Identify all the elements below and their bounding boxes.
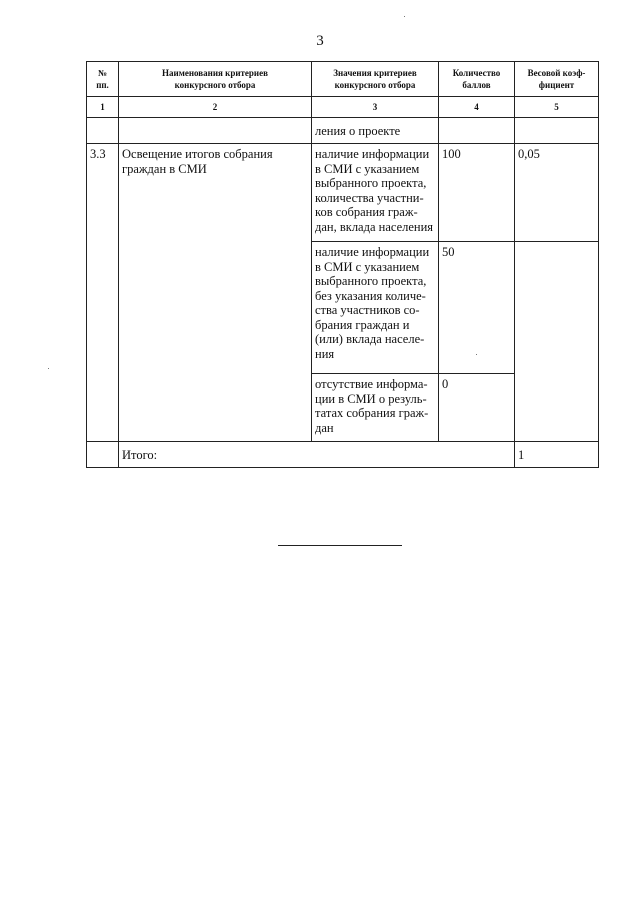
total-label-cell [119, 442, 515, 468]
empty-cell [119, 118, 312, 144]
header-number-label: № пп. [96, 68, 109, 90]
item-name-cell [119, 144, 312, 442]
scan-speck [476, 354, 477, 355]
points-value: 0 [442, 377, 449, 391]
total-row [87, 442, 599, 468]
header-points-label: Количество баллов [452, 68, 501, 90]
item-number-cell [87, 144, 119, 442]
criteria-value-text: отсутствие информа-ции в СМИ о резуль-татах собрания граж-дан [315, 377, 429, 435]
header-weight [515, 62, 599, 97]
column-number-row [87, 97, 599, 118]
header-criteria-name [119, 62, 312, 97]
points-cell [439, 374, 515, 442]
criteria-value-cell [312, 374, 439, 442]
page-number: 3 [316, 33, 324, 49]
column-number: 4 [439, 97, 515, 118]
column-number: 3 [312, 97, 439, 118]
header-number [87, 62, 119, 97]
empty-cell [87, 442, 119, 468]
column-number: 5 [515, 97, 599, 118]
criteria-table [86, 61, 599, 468]
scan-speck [48, 368, 49, 369]
scan-speck [404, 16, 405, 17]
table-header-row [87, 62, 599, 97]
criteria-value-cell [312, 242, 439, 374]
closing-divider-line [278, 545, 402, 546]
points-value: 100 [442, 147, 461, 161]
header-weight-label: Весовой коэф- фициент [527, 68, 586, 90]
empty-cell [87, 118, 119, 144]
total-label: Итого: [122, 448, 158, 462]
item-name: Освещение итогов собрания граждан в СМИ [122, 147, 273, 176]
table-row [87, 144, 599, 242]
continuation-text: ления о проекте [315, 124, 401, 138]
total-value: 1 [518, 448, 525, 462]
header-criteria-values [312, 62, 439, 97]
points-value: 50 [442, 245, 455, 259]
header-criteria-name-label: Наименования критериев конкурсного отбора [162, 68, 268, 90]
criteria-value-text: наличие информации в СМИ с указанием выбранного проекта, количества участни-ков собрания граж-дан, вклада населения [315, 147, 434, 234]
criteria-value-text: наличие информации в СМИ с указанием выбранного проекта, без указания количе-ства участников со-брания граждан и (или) вклада населе-ния [315, 245, 430, 361]
empty-cell [439, 118, 515, 144]
item-number: 3.3 [90, 147, 106, 161]
column-number: 1 [87, 97, 119, 118]
empty-cell [515, 118, 599, 144]
weight-cell [515, 144, 599, 242]
continuation-row [87, 118, 599, 144]
continuation-cell [312, 118, 439, 144]
points-cell [439, 144, 515, 242]
weight-value: 0,05 [518, 147, 540, 161]
total-value-cell [515, 442, 599, 468]
empty-cell [515, 242, 599, 442]
header-criteria-values-label: Значения критериев конкурсного отбора [333, 68, 417, 90]
column-number: 2 [119, 97, 312, 118]
criteria-value-cell [312, 144, 439, 242]
header-points [439, 62, 515, 97]
